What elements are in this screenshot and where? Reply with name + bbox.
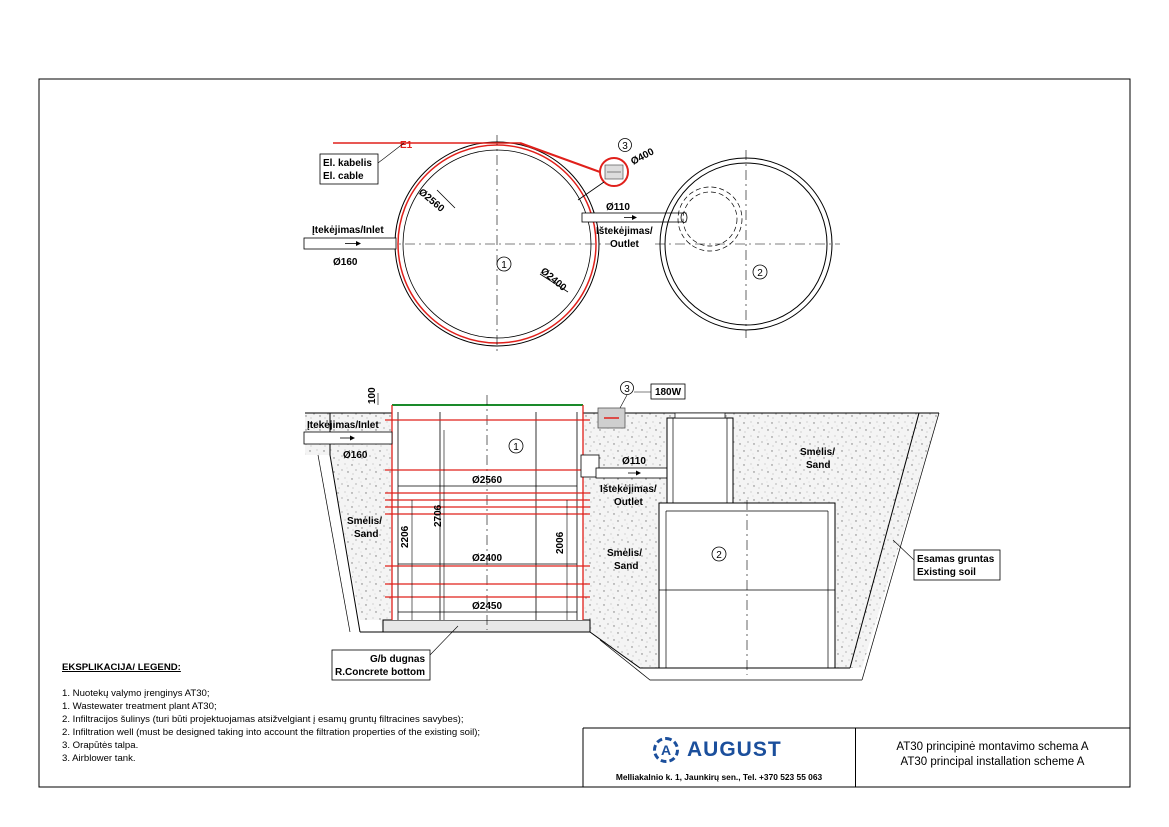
plan-outlet-label-en: Outlet: [610, 239, 639, 250]
plan-inlet-diameter: Ø160: [333, 257, 358, 268]
drawing-title-en: AT30 principal installation scheme A: [900, 756, 1085, 768]
plan-d2560-label: Ø2560: [416, 186, 447, 215]
plan-inlet-label: Įtekėjimas/Inlet: [312, 225, 384, 236]
section-inlet-label: Įtekėjimas/Inlet: [307, 420, 379, 431]
drawing-title-lt: AT30 principinė montavimo schema A: [896, 741, 1089, 753]
legend-item: 1. Nuotekų valymo įrenginys AT30;: [62, 688, 210, 699]
section-d2450-label: Ø2450: [471, 601, 503, 612]
plan-d2400-label: Ø2400: [538, 265, 569, 294]
logo-text: AUGUST: [687, 738, 782, 761]
legend-item: 3. Airblower tank.: [62, 753, 136, 764]
well-2-shaft: [667, 418, 733, 503]
section-well-2-marker: 2: [716, 550, 722, 561]
section-outlet-diameter: Ø110: [622, 456, 646, 467]
plan-tank-1-marker: 1: [501, 260, 507, 271]
legend: [62, 661, 582, 765]
section-outlet-label-lt: Ištekėjimas/: [600, 484, 657, 495]
bottom-label-lt: G/b dugnas: [370, 654, 425, 665]
sand-label-mid-en: Sand: [614, 561, 639, 572]
cable-label-en: El. cable: [323, 171, 364, 182]
drawing-title: [855, 740, 1130, 770]
section-inlet-diameter: Ø160: [343, 450, 368, 461]
logo-mark-icon: A: [653, 737, 679, 763]
sand-label-mid-lt: Smėlis/: [607, 548, 643, 559]
dim-100-label: 100: [367, 387, 378, 404]
legend-title: EKSPLIKACIJA/ LEGEND:: [62, 662, 181, 673]
dim-2206-label: 2206: [400, 525, 411, 548]
tank-1-section-body: [392, 405, 583, 620]
section-view: [304, 382, 1000, 681]
plan-outlet-diameter: Ø110: [606, 202, 630, 213]
power-label: 180W: [654, 387, 682, 398]
bottom-label-en: R.Concrete bottom: [335, 667, 425, 678]
plan-view: [304, 135, 840, 355]
plan-d400-label: Ø400: [629, 146, 657, 168]
soil-label-en: Existing soil: [917, 567, 976, 578]
dim-2706-label: 2706: [433, 504, 444, 527]
legend-item: 3. Orapūtės talpa.: [62, 740, 139, 751]
sand-label-left-lt: Smėlis/: [347, 516, 383, 527]
legend-item: 2. Infiltracijos šulinys (turi būti projektuojamas atsižvelgiant į esamų gruntų filtracines savybes);: [62, 714, 464, 725]
concrete-bottom-slab: [383, 620, 590, 632]
plan-well-2-marker: 2: [757, 268, 763, 279]
section-tank-1-marker: 1: [513, 442, 519, 453]
soil-label-lt: Esamas gruntas: [917, 554, 995, 565]
cable-e1-label: E1: [400, 140, 413, 151]
sand-label-left-en: Sand: [354, 529, 379, 540]
sand-label-right-lt: Smėlis/: [800, 447, 836, 458]
company-box: [583, 728, 856, 787]
sand-label-right-en: Sand: [806, 460, 831, 471]
legend-item: 1. Wastewater treatment plant AT30;: [62, 701, 217, 712]
legend-item: 2. Infiltration well (must be designed taking into account the filtration properties of the existing soil);: [62, 727, 481, 738]
plan-airblower-marker: 3: [622, 141, 628, 152]
section-outlet-label-en: Outlet: [614, 497, 643, 508]
company-logo: [653, 736, 782, 764]
section-airblower-marker: 3: [624, 384, 630, 395]
cable-label-lt: El. kabelis: [323, 158, 372, 169]
plan-outlet-label-lt: Ištekėjimas/: [596, 226, 653, 237]
title-block: [583, 728, 1130, 787]
company-address: Melliakalnio k. 1, Jaunkirų sen., Tel. +370 523 55 063: [615, 772, 823, 782]
section-d2400-label: Ø2400: [471, 553, 503, 564]
section-d2560-label: Ø2560: [471, 475, 503, 486]
dim-2006-label: 2006: [555, 531, 566, 554]
